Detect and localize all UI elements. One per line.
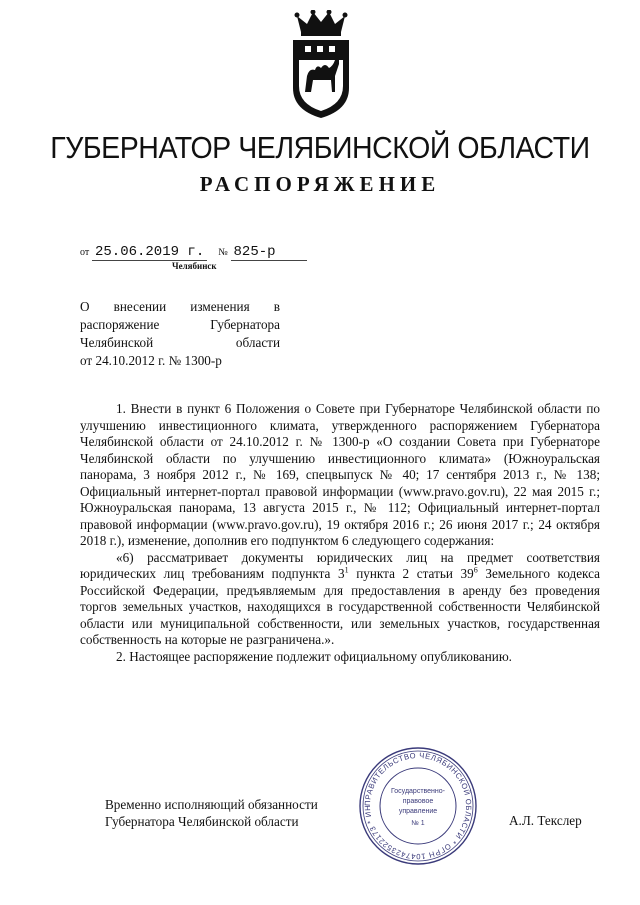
- date-value: 25.06.2019: [95, 244, 180, 260]
- paragraph-2-part-a: «6) рассматривает документы юридических лиц на предмет соответствия юридических лиц требованиям подпункта 3: [80, 549, 600, 581]
- stamp-inner-line: № 1: [411, 820, 425, 827]
- subject-line: Челябинской области: [80, 335, 280, 350]
- superscript: 6: [473, 565, 478, 575]
- signer-name: А.Л. Текслер: [509, 813, 582, 828]
- subject-line: от 24.10.2012 г. № 1300-р: [80, 353, 222, 368]
- paragraph-3: 2. Настоящее распоряжение подлежит официальному опубликованию.: [116, 648, 512, 664]
- signer-position-line: Губернатора Челябинской области: [105, 814, 299, 829]
- document-date: [92, 244, 207, 261]
- signer-position-line: Временно исполняющий обязанности: [105, 797, 318, 812]
- stamp-inner-line: правовое: [402, 798, 434, 805]
- document-city: Челябинск: [172, 261, 217, 271]
- superscript: 1: [344, 565, 349, 575]
- stamp-inner-line: управление: [398, 808, 438, 815]
- document-number: 825-р: [231, 244, 307, 261]
- subject-line: распоряжение Губернатора: [80, 317, 280, 332]
- stamp-ring-text: ПРАВИТЕЛЬСТВО ЧЕЛЯБИНСКОЙ ОБЛАСТИ * ОГРН 1047423522173 * ИН: [362, 750, 474, 862]
- year-suffix: г.: [187, 244, 205, 260]
- document-body: [80, 401, 600, 665]
- number-label: №: [218, 247, 228, 258]
- subject-line: О внесении изменения в: [80, 299, 280, 314]
- paragraph-2-part-b: пункта 2 статьи 39: [348, 566, 474, 581]
- page-title: ГУБЕРНАТОР ЧЕЛЯБИНСКОЙ ОБЛАСТИ: [50, 130, 590, 165]
- coat-of-arms-icon: [289, 10, 353, 120]
- document-type: РАСПОРЯЖЕНИЕ: [199, 172, 441, 196]
- official-stamp: [357, 745, 479, 867]
- paragraph-2: [80, 550, 600, 649]
- document-meta: [80, 244, 307, 261]
- paragraph-1: 1. Внести в пункт 6 Положения о Совете при Губернаторе Челябинской области по улучшению инвестиционного климата, утвержденного распоряжением Губернатора Челябинской области от 24.10.2012 г. № 1300-р «О создании Совета при Губернаторе Челябинской области по улучшению инвестиционного климата» (Южноуральская панорама, 3 ноября 2012 г., № 169, спецвыпуск № 40; 17 сентября 2013 г., № 138; Официальный интернет-портал правовой информации (www.pravo.gov.ru), 22 мая 2015 г.; Южноуральская панорама, 13 августа 2015 г., № 112; Официальный интернет-портал правовой информации (www.pravo.gov.ru), 19 октября 2016 г.; 26 июня 2017 г.; 24 октября 2018 г.), изменение, дополнив его подпунктом 6 следующего содержания:: [80, 401, 600, 548]
- signer-position: [105, 796, 318, 830]
- document-subject: [80, 298, 280, 370]
- date-prefix-label: от: [80, 247, 90, 258]
- stamp-inner-line: Государственно-: [390, 788, 446, 795]
- paragraph-2-part-c: Земельного кодекса Российской Федерации, предъявляемым для предоставления в аренду без проведения торгов земельных участков, находящихся в государственной собственности Челябинской области или муниципальной собственности, или земельных участков, государственная собственность на которые не разграничена.».: [80, 566, 601, 647]
